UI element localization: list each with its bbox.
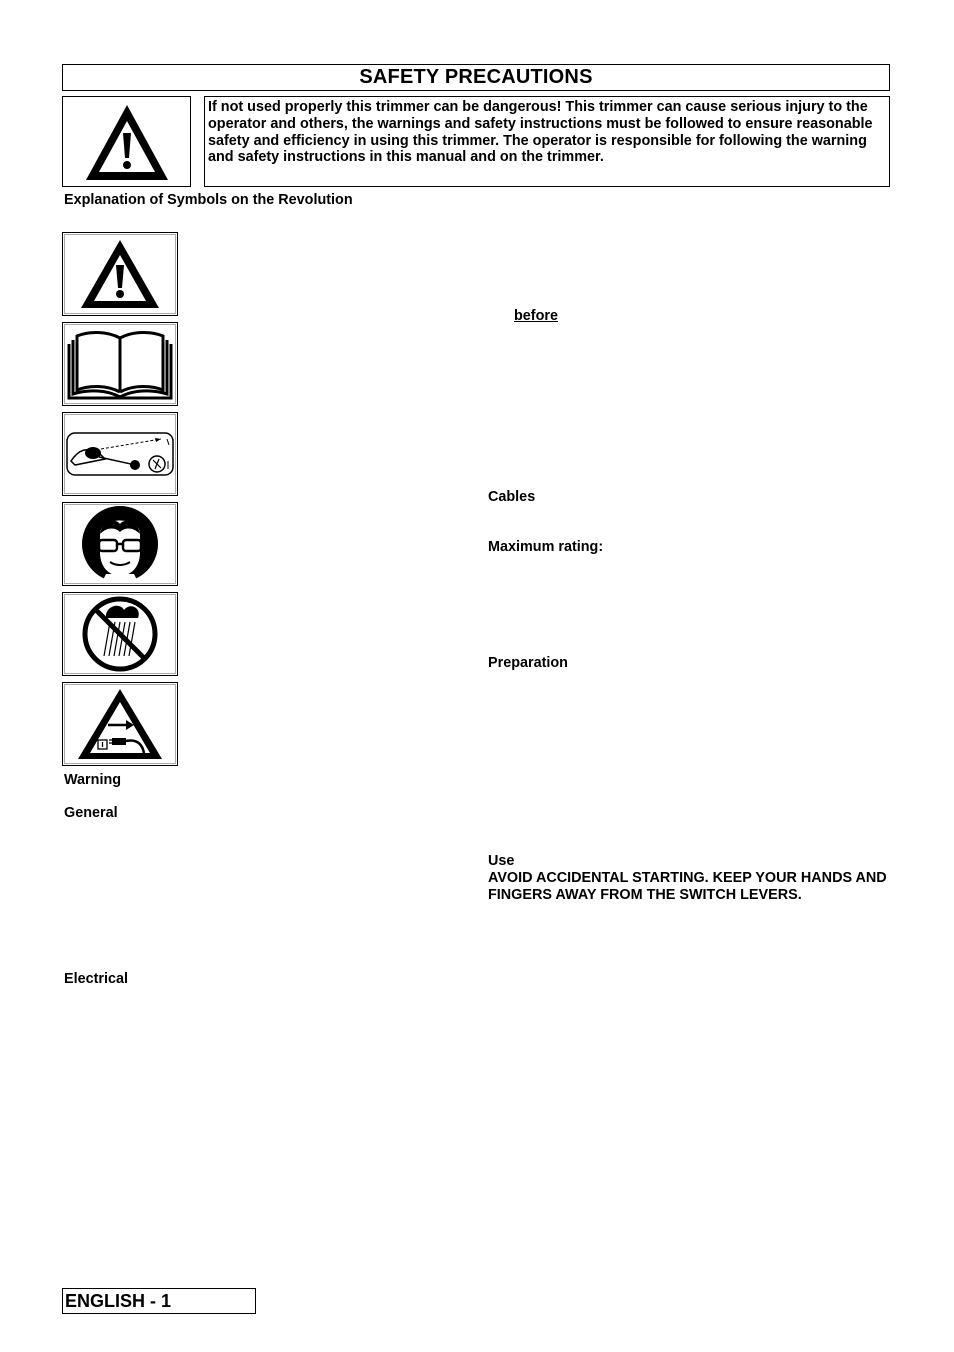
heading-electrical: Electrical (64, 971, 128, 987)
page-footer: ENGLISH - 1 (65, 1290, 172, 1311)
heading-use: Use (488, 853, 515, 869)
heading-maximum-rating: Maximum rating: (488, 539, 604, 555)
emphasis-before: before (514, 308, 558, 324)
symbol-no-rain (62, 592, 178, 676)
no-rain-icon (80, 594, 160, 674)
symbol-eye-protection (62, 502, 178, 586)
symbols-heading: Explanation of Symbols on the Revolution (64, 192, 353, 208)
bystander-distance-icon (65, 431, 175, 477)
heading-warning: Warning (64, 772, 122, 788)
symbol-warning (62, 232, 178, 316)
warning-triangle-icon (77, 236, 163, 312)
intro-text: If not used properly this trimmer can be dangerous! This trimmer can cause serious injury to the operator and others, the warnings and safety instructions must be followed to ensure reasonable safety and efficiency in using this trimmer. The operator is responsible for following the warning and safety instructions in this manual and on the trimmer. (208, 99, 873, 166)
heading-preparation: Preparation (488, 655, 568, 671)
warning-triangle-icon (81, 100, 173, 184)
header-warning-box (62, 96, 191, 187)
page-title: SAFETY PRECAUTIONS (359, 66, 593, 88)
use-warning-text: AVOID ACCIDENTAL STARTING. KEEP YOUR HANDS AND FINGERS AWAY FROM THE SWITCH LEVERS. (488, 870, 887, 903)
symbol-read-manual (62, 322, 178, 406)
instruction-book-icon (67, 328, 173, 400)
heading-cables: Cables (488, 489, 536, 505)
eye-protection-icon (80, 504, 160, 584)
heading-general: General (64, 805, 118, 821)
unplug-warning-icon (74, 685, 166, 763)
symbol-bystanders (62, 412, 178, 496)
intro-box (204, 96, 890, 187)
symbol-unplug (62, 682, 178, 766)
title-box (62, 64, 890, 91)
footer-box (62, 1288, 256, 1314)
